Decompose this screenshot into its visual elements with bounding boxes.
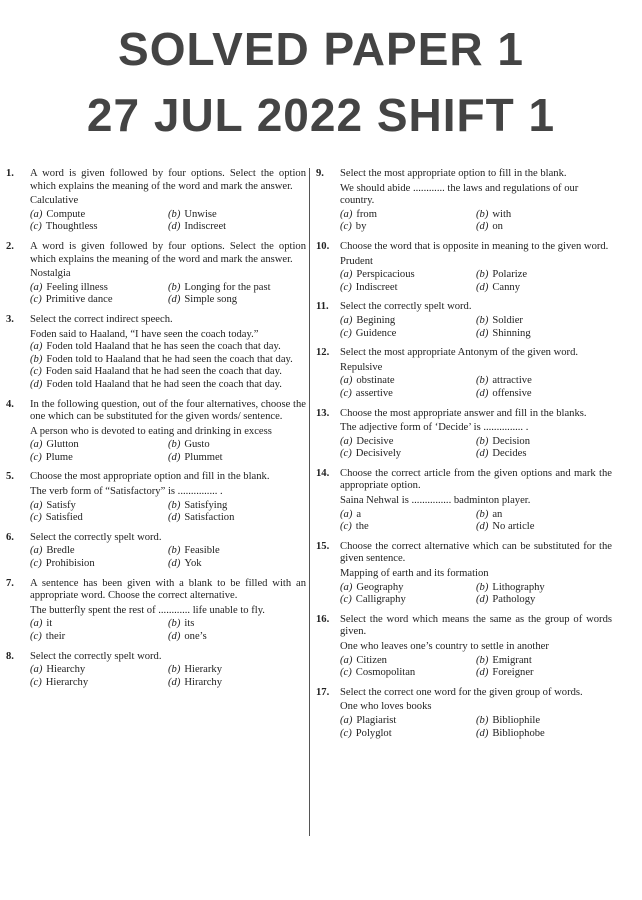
option-label: (a) [30, 545, 43, 557]
question-text: Select the correct one word for the given group of words. [340, 686, 583, 698]
question-number: 6. [6, 531, 14, 543]
options [340, 509, 612, 534]
question-2 [6, 241, 306, 307]
option-label: (d) [476, 667, 489, 679]
option-text: Citizen [356, 654, 387, 666]
option-text: Calligraphy [355, 594, 406, 606]
options [340, 269, 612, 294]
option-label: (c) [340, 448, 352, 460]
option-text: one’s [184, 631, 207, 642]
option-d[interactable] [168, 677, 306, 690]
question-text: Choose the most appropriate option and fill in the blank. [30, 471, 270, 483]
option-c[interactable] [30, 512, 168, 525]
question-text: Choose the correct article from the given options and mark the appropriate option. [340, 467, 612, 492]
question-number: 12. [316, 347, 330, 359]
options [340, 375, 612, 400]
option-text: Indiscreet [184, 221, 227, 233]
option-d[interactable] [168, 558, 306, 571]
option-text: Plume [45, 451, 73, 463]
option-d[interactable] [476, 221, 612, 234]
option-text: Unwise [184, 208, 217, 220]
option-text: Emigrant [492, 654, 532, 666]
question-8 [6, 651, 306, 690]
option-label: (b) [476, 375, 489, 387]
question-number: 11. [316, 301, 329, 313]
option-d[interactable] [476, 728, 612, 741]
question-prompt: One who loves books [340, 701, 432, 713]
question-3 [6, 314, 306, 392]
option-label: (a) [340, 375, 353, 387]
option-label: (a) [340, 269, 353, 281]
option-text: Gusto [184, 439, 210, 451]
option-label: (c) [30, 512, 42, 524]
option-label: (b) [476, 208, 489, 220]
option-label: (b) [168, 439, 181, 451]
question-number: 5. [6, 471, 14, 483]
option-a[interactable] [340, 436, 476, 449]
options [30, 209, 306, 234]
question-number: 10. [316, 240, 330, 252]
option-a[interactable] [30, 341, 306, 354]
option-text: assertive [355, 387, 393, 399]
option-text: Foden told to Haaland that he had seen the coach that day. [46, 353, 293, 365]
column-divider [309, 168, 310, 836]
options [30, 439, 306, 464]
option-c[interactable] [340, 388, 476, 401]
option-text: Pathology [492, 594, 536, 606]
option-text: Decides [492, 448, 527, 460]
option-label: (d) [168, 512, 181, 524]
option-text: from [356, 208, 377, 220]
question-prompt: Foden said to Haaland, “I have seen the coach today.” [30, 328, 259, 340]
option-text: Hiearchy [46, 664, 86, 676]
options [340, 582, 612, 607]
question-prompt: We should abide ............ the laws and regulations of our country. [340, 182, 579, 207]
option-text: Feeling illness [46, 281, 108, 293]
option-text: Canny [492, 281, 521, 293]
question-text: Choose the most appropriate answer and fill in the blanks. [340, 407, 587, 419]
option-d[interactable] [168, 294, 306, 307]
option-text: Guidence [355, 327, 397, 339]
question-prompt: Saina Nehwal is ............... badminton player. [340, 495, 531, 507]
question-prompt: Repulsive [340, 361, 383, 373]
option-a[interactable] [340, 509, 476, 522]
option-b[interactable] [168, 545, 306, 558]
option-text: Perspicacious [356, 269, 415, 281]
option-label: (c) [340, 327, 352, 339]
question-number: 16. [316, 613, 330, 625]
option-a[interactable] [30, 618, 168, 631]
option-c[interactable] [30, 677, 168, 690]
option-text: Plummet [184, 451, 223, 463]
option-text: Feasible [184, 545, 220, 557]
option-text: their [45, 631, 66, 642]
question-text: A sentence has been given with a blank to be filled with an appropriate word. Choose the correct alternative. [30, 577, 306, 602]
option-text: attractive [492, 375, 532, 387]
option-text: Decisively [355, 448, 402, 460]
option-label: (c) [30, 676, 42, 688]
option-text: No article [492, 521, 535, 533]
option-c[interactable] [30, 221, 168, 234]
option-text: Polarize [492, 269, 528, 281]
option-text: it [46, 618, 53, 630]
question-text: In the following question, out of the four alternatives, choose the one which can be substituted for the given words/ sentence. [30, 398, 306, 423]
option-text: Prohibision [45, 558, 95, 570]
option-label: (a) [340, 435, 353, 447]
option-text: Satisfying [184, 499, 228, 511]
question-prompt: The butterfly spent the rest of ............ life unable to fly. [30, 604, 265, 616]
option-label: (a) [30, 618, 43, 630]
options [340, 315, 612, 340]
option-c[interactable] [340, 282, 476, 295]
option-text: Hirarchy [184, 676, 223, 688]
question-4 [6, 399, 306, 465]
option-text: Yok [184, 558, 202, 570]
option-text: Foden said Haaland that he had seen the coach that day. [45, 366, 282, 378]
option-b[interactable] [476, 375, 612, 388]
question-text: Select the correctly spelt word. [30, 531, 162, 543]
option-a[interactable] [340, 269, 476, 282]
option-b[interactable] [168, 618, 306, 631]
options [340, 655, 612, 680]
option-text: Longing for the past [184, 281, 271, 293]
option-text: Cosmopolitan [355, 667, 416, 679]
option-c[interactable] [340, 448, 476, 461]
option-label: (d) [168, 451, 181, 463]
option-label: (b) [476, 508, 489, 520]
option-label: (c) [340, 221, 352, 233]
option-c[interactable] [340, 667, 476, 680]
option-label: (b) [476, 714, 489, 726]
option-label: (d) [168, 676, 181, 688]
question-number: 14. [316, 467, 330, 479]
option-d[interactable] [30, 379, 306, 392]
option-text: Decisive [356, 435, 394, 447]
option-b[interactable] [476, 715, 612, 728]
option-c[interactable] [30, 558, 168, 571]
option-label: (b) [168, 545, 181, 557]
question-9 [316, 168, 612, 234]
question-number: 13. [316, 407, 330, 419]
option-b[interactable] [476, 269, 612, 282]
question-text: Select the most appropriate option to fill in the blank. [340, 168, 567, 179]
option-a[interactable] [30, 209, 168, 222]
option-label: (b) [476, 435, 489, 447]
option-label: (d) [476, 221, 489, 233]
option-b[interactable] [476, 582, 612, 595]
question-prompt: Calculative [30, 195, 79, 207]
option-c[interactable] [30, 631, 168, 644]
option-label: (d) [476, 327, 489, 339]
option-b[interactable] [168, 439, 306, 452]
option-d[interactable] [476, 328, 612, 341]
option-c[interactable] [340, 328, 476, 341]
option-d[interactable] [476, 388, 612, 401]
option-label: (c) [30, 451, 42, 463]
question-5 [6, 471, 306, 524]
question-number: 3. [6, 313, 14, 325]
option-text: by [355, 221, 367, 233]
option-d[interactable] [168, 631, 306, 644]
options [340, 715, 612, 740]
option-text: Glutton [46, 439, 79, 451]
option-d[interactable] [476, 594, 612, 607]
option-label: (b) [168, 281, 181, 293]
option-a[interactable] [340, 375, 476, 388]
option-a[interactable] [30, 545, 168, 558]
question-number: 1. [6, 168, 14, 179]
question-number: 7. [6, 577, 14, 589]
option-a[interactable] [340, 315, 476, 328]
option-c[interactable] [340, 521, 476, 534]
question-11 [316, 301, 612, 340]
options [30, 618, 306, 643]
option-a[interactable] [30, 500, 168, 513]
option-text: Hierarky [184, 664, 223, 676]
option-text: Indiscreet [355, 281, 398, 293]
option-label: (a) [30, 439, 43, 451]
option-label: (d) [476, 387, 489, 399]
option-text: Foden told Haaland that he has seen the coach that day. [46, 341, 281, 353]
option-text: Lithography [492, 581, 545, 593]
option-text: Foden told Haaland that he had seen the coach that day. [46, 378, 282, 390]
option-text: Bredle [46, 545, 75, 557]
option-text: the [355, 521, 369, 533]
option-b[interactable] [168, 209, 306, 222]
option-label: (a) [340, 714, 353, 726]
option-text: Compute [46, 208, 86, 220]
option-text: obstinate [356, 375, 395, 387]
option-b[interactable] [476, 436, 612, 449]
options [340, 436, 612, 461]
option-label: (b) [476, 581, 489, 593]
option-label: (b) [168, 664, 181, 676]
question-16 [316, 614, 612, 680]
option-text: Decision [492, 435, 531, 447]
option-label: (d) [168, 221, 181, 233]
question-13 [316, 408, 612, 461]
option-text: Satisfied [45, 512, 83, 524]
option-a[interactable] [340, 715, 476, 728]
option-b[interactable] [476, 315, 612, 328]
question-number: 15. [316, 540, 330, 552]
question-text: A word is given followed by four options. Select the option which explains the meaning of the word and mark the answer. [30, 240, 306, 265]
option-c[interactable] [340, 728, 476, 741]
option-label: (c) [340, 281, 352, 293]
option-d[interactable] [168, 221, 306, 234]
option-c[interactable] [30, 452, 168, 465]
option-b[interactable] [476, 655, 612, 668]
option-label: (a) [340, 508, 353, 520]
option-label: (a) [30, 499, 43, 511]
option-label: (c) [30, 294, 42, 306]
option-text: Shinning [492, 327, 531, 339]
option-d[interactable] [476, 448, 612, 461]
option-text: Primitive dance [45, 294, 113, 306]
option-b[interactable] [476, 209, 612, 222]
options [340, 209, 612, 234]
option-label: (a) [30, 341, 43, 353]
option-text: Soldier [492, 314, 523, 326]
option-text: Hierarchy [45, 676, 89, 688]
option-label: (a) [340, 581, 353, 593]
option-d[interactable] [476, 282, 612, 295]
question-text: Select the correctly spelt word. [30, 650, 162, 662]
option-text: Geography [356, 581, 404, 593]
question-number: 17. [316, 686, 330, 698]
options [30, 664, 306, 689]
option-label: (a) [340, 314, 353, 326]
option-text: Begining [356, 314, 396, 326]
option-text: Satisfy [46, 499, 76, 511]
option-label: (b) [476, 314, 489, 326]
option-text: Bibliophobe [492, 727, 545, 739]
option-a[interactable] [340, 582, 476, 595]
option-label: (c) [340, 521, 352, 533]
options [30, 545, 306, 570]
option-d[interactable] [168, 452, 306, 465]
question-text: Select the correctly spelt word. [340, 301, 472, 313]
option-a[interactable] [30, 439, 168, 452]
question-number: 9. [316, 168, 324, 179]
option-a[interactable] [340, 209, 476, 222]
option-label: (c) [30, 221, 42, 233]
question-text: Choose the correct alternative which can be substituted for the given sentence. [340, 540, 612, 565]
option-c[interactable] [30, 366, 306, 379]
option-label: (c) [30, 366, 42, 378]
option-label: (b) [168, 208, 181, 220]
left-column [6, 168, 306, 696]
options [30, 341, 306, 391]
option-label: (d) [476, 594, 489, 606]
option-c[interactable] [340, 594, 476, 607]
option-text: Foreigner [492, 667, 534, 679]
option-a[interactable] [30, 664, 168, 677]
question-number: 2. [6, 240, 14, 252]
option-label: (c) [340, 594, 352, 606]
option-label: (a) [30, 281, 43, 293]
option-label: (b) [30, 353, 43, 365]
option-label: (c) [340, 667, 352, 679]
option-b[interactable] [168, 664, 306, 677]
option-a[interactable] [340, 655, 476, 668]
option-b[interactable] [168, 500, 306, 513]
option-label: (d) [30, 378, 43, 390]
question-17 [316, 687, 612, 740]
option-d[interactable] [168, 512, 306, 525]
question-prompt: Nostalgia [30, 268, 71, 280]
question-7 [6, 578, 306, 644]
option-label: (b) [476, 269, 489, 281]
option-label: (d) [476, 448, 489, 460]
option-c[interactable] [340, 221, 476, 234]
options [30, 282, 306, 307]
option-label: (a) [340, 654, 353, 666]
option-b[interactable] [168, 282, 306, 295]
paper-title: SOLVED PAPER 1 [118, 23, 524, 75]
question-1 [6, 168, 306, 234]
option-text: an [492, 508, 503, 520]
option-text: its [184, 618, 195, 630]
question-prompt: The verb form of “Satisfactory” is ............... . [30, 486, 223, 498]
option-label: (d) [476, 281, 489, 293]
option-d[interactable] [476, 521, 612, 534]
option-label: (b) [168, 499, 181, 511]
options [30, 500, 306, 525]
right-column [316, 168, 612, 747]
option-label: (b) [476, 654, 489, 666]
option-label: (c) [340, 727, 352, 739]
question-prompt: Mapping of earth and its formation [340, 568, 489, 580]
option-b[interactable] [476, 509, 612, 522]
option-text: on [492, 221, 503, 233]
question-10 [316, 241, 612, 294]
option-a[interactable] [30, 282, 168, 295]
option-label: (a) [340, 208, 353, 220]
question-14 [316, 468, 612, 534]
option-label: (a) [30, 208, 43, 220]
option-label: (a) [30, 664, 43, 676]
option-text: a [356, 508, 362, 520]
option-label: (b) [168, 618, 181, 630]
question-prompt: One who leaves one’s country to settle in another [340, 641, 549, 652]
question-15 [316, 541, 612, 607]
option-text: Thoughtless [45, 221, 98, 233]
question-6 [6, 532, 306, 571]
option-text: Polyglot [355, 727, 392, 739]
option-label: (d) [476, 727, 489, 739]
option-label: (c) [30, 631, 42, 642]
option-label: (d) [168, 558, 181, 570]
question-text: Select the word which means the same as the group of words given. [340, 613, 612, 638]
question-text: Select the most appropriate Antonym of the given word. [340, 347, 579, 359]
option-text: Plagiarist [356, 714, 397, 726]
option-d[interactable] [476, 667, 612, 680]
option-label: (c) [30, 558, 42, 570]
question-text: A word is given followed by four options. Select the option which explains the meaning of the word and mark the answer. [30, 168, 306, 192]
question-number: 8. [6, 650, 14, 662]
option-label: (c) [340, 387, 352, 399]
question-12 [316, 347, 612, 400]
question-text: Choose the word that is opposite in meaning to the given word. [340, 240, 609, 252]
paper-date-shift: 27 JUL 2022 SHIFT 1 [86, 89, 556, 141]
option-text: with [492, 208, 512, 220]
option-text: Simple song [184, 294, 238, 306]
question-prompt: The adjective form of ‘Decide’ is ............... . [340, 422, 529, 434]
question-number: 4. [6, 398, 14, 410]
option-label: (d) [168, 631, 181, 642]
question-prompt: A person who is devoted to eating and drinking in excess [30, 425, 272, 437]
option-label: (d) [168, 294, 181, 306]
option-c[interactable] [30, 294, 168, 307]
option-text: offensive [492, 387, 532, 399]
option-text: Bibliophile [492, 714, 541, 726]
question-text: Select the correct indirect speech. [30, 313, 173, 325]
option-label: (d) [476, 521, 489, 533]
option-b[interactable] [30, 354, 306, 367]
question-prompt: Prudent [340, 255, 373, 267]
option-text: Satisfaction [184, 512, 235, 524]
